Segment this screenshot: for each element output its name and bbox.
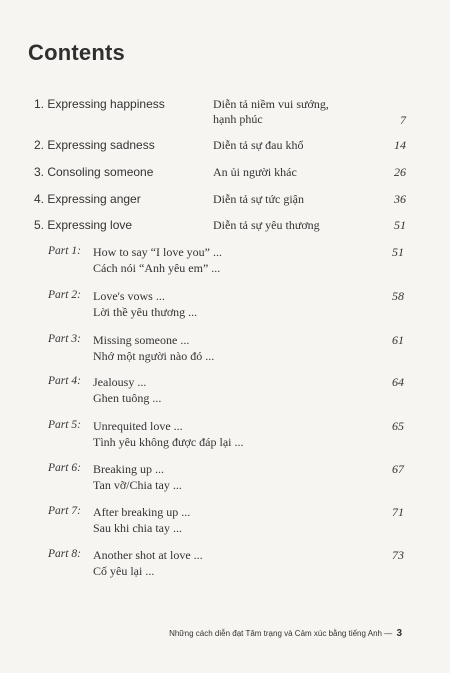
footer-running-title: Những cách diễn đạt Tâm trạng và Cảm xúc bằng tiếng Anh — <box>169 629 393 638</box>
part-label: Part 6: <box>48 462 81 474</box>
part-title-vi: Ghen tuông ... <box>93 391 162 405</box>
part-title-en: Breaking up ... <box>93 462 164 476</box>
part-page-number: 67 <box>392 462 404 476</box>
part-page-number: 64 <box>392 375 404 389</box>
chapter-title-vi-line2: hạnh phúc <box>213 112 263 126</box>
toc-part-8[interactable] <box>48 548 404 584</box>
part-page-number: 65 <box>392 419 404 433</box>
part-title-en: Jealousy ... <box>93 375 147 389</box>
part-title-en: How to say “I love you” ... <box>93 245 222 259</box>
toc-part-1[interactable] <box>48 245 404 281</box>
toc-chapter-3[interactable] <box>34 165 406 185</box>
chapter-page-number: 7 <box>400 113 406 127</box>
chapter-page-number: 51 <box>394 218 406 232</box>
part-page-number: 51 <box>392 245 404 259</box>
part-page-number: 58 <box>392 289 404 303</box>
part-label: Part 2: <box>48 289 81 301</box>
footer-page-number: 3 <box>396 628 402 639</box>
toc-chapter-2[interactable] <box>34 138 406 158</box>
part-title-vi: Cố yêu lại ... <box>93 564 155 578</box>
toc-part-2[interactable] <box>48 289 404 325</box>
part-label: Part 4: <box>48 375 81 387</box>
chapter-page-number: 36 <box>394 192 406 206</box>
toc-chapter-4[interactable] <box>34 192 406 212</box>
part-title-en: Unrequited love ... <box>93 419 183 433</box>
part-page-number: 61 <box>392 333 404 347</box>
part-title-en: Another shot at love ... <box>93 548 203 562</box>
part-title-en: After breaking up ... <box>93 505 191 519</box>
chapter-title-vi: An ủi người khác <box>213 165 297 179</box>
page-footer <box>169 628 402 639</box>
chapter-title-en: 1. Expressing happiness <box>34 97 165 111</box>
toc-part-4[interactable] <box>48 375 404 411</box>
part-title-vi: Lời thề yêu thương ... <box>93 305 198 319</box>
toc-part-6[interactable] <box>48 462 404 498</box>
part-title-vi: Nhớ một người nào đó ... <box>93 349 215 363</box>
toc-chapter-1[interactable] <box>34 97 406 127</box>
chapter-title-vi-line1: Diễn tả niềm vui sướng, <box>213 97 329 111</box>
chapter-page-number: 14 <box>394 138 406 152</box>
toc-part-5[interactable] <box>48 419 404 455</box>
part-label: Part 1: <box>48 245 81 257</box>
part-page-number: 71 <box>392 505 404 519</box>
toc-chapter-5[interactable] <box>34 218 406 238</box>
part-label: Part 3: <box>48 333 81 345</box>
part-label: Part 8: <box>48 548 81 560</box>
toc-part-7[interactable] <box>48 505 404 541</box>
part-title-vi: Cách nói “Anh yêu em” ... <box>93 261 221 275</box>
page-title: Contents <box>28 40 125 65</box>
part-title-vi: Sau khi chia tay ... <box>93 521 182 535</box>
part-title-en: Love's vows ... <box>93 289 165 303</box>
chapter-title-en: 2. Expressing sadness <box>34 138 155 152</box>
part-label: Part 5: <box>48 419 81 431</box>
chapter-title-vi: Diễn tả sự yêu thương <box>213 218 320 232</box>
chapter-title-vi: Diễn tả sự đau khổ <box>213 138 304 152</box>
chapter-title-en: 4. Expressing anger <box>34 192 141 206</box>
part-title-vi: Tan vỡ/Chia tay ... <box>93 478 182 492</box>
chapter-title-en: 3. Consoling someone <box>34 165 154 179</box>
chapter-title-vi: Diễn tả sự tức giận <box>213 192 304 206</box>
chapter-page-number: 26 <box>394 165 406 179</box>
part-title-en: Missing someone ... <box>93 333 190 347</box>
part-page-number: 73 <box>392 548 404 562</box>
toc-part-3[interactable] <box>48 333 404 369</box>
part-title-vi: Tình yêu không được đáp lại ... <box>93 435 244 449</box>
chapter-title-vi <box>213 97 329 127</box>
part-label: Part 7: <box>48 505 81 517</box>
chapter-title-en: 5. Expressing love <box>34 218 133 232</box>
